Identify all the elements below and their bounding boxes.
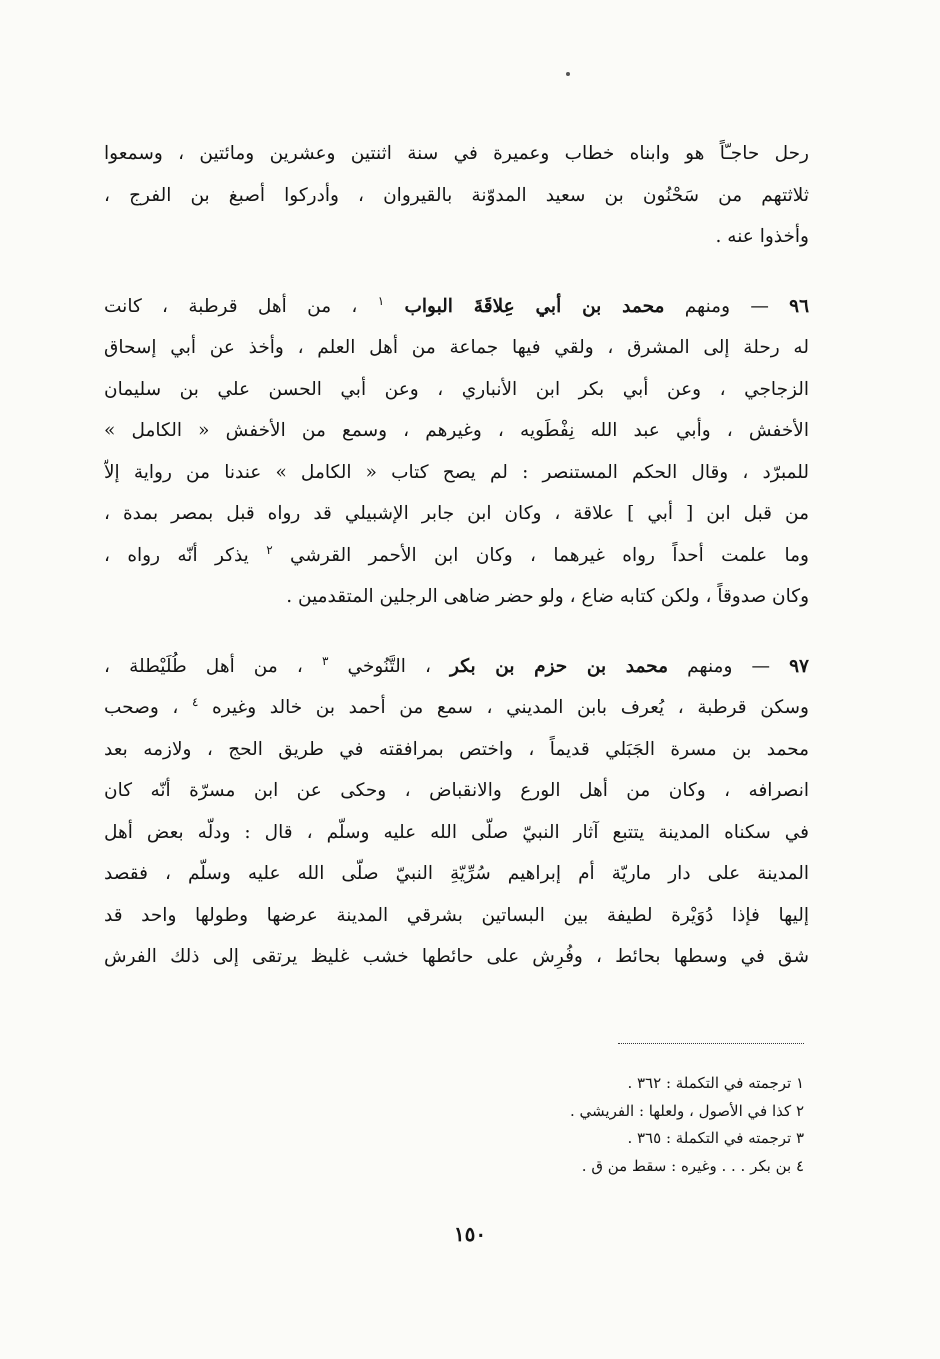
footnote: ١ ترجمته في التكملة : ٣٦٢ .: [627, 1074, 804, 1092]
footnote: ٢ كذا في الأصول ، ولعلها : الفريشي .: [570, 1101, 804, 1120]
entry-97-number: ٩٧: [789, 655, 809, 677]
text-segment: ، وصحب: [104, 697, 179, 718]
footnote: ٣ ترجمته في التكملة : ٣٦٥ .: [627, 1129, 804, 1147]
page-number: ١٥٠: [453, 1222, 487, 1246]
text-line: محمد بن مسرة الجَبَلي قديماً ، واختص بمرافقته في طريق الحج ، ولازمه بعد: [104, 738, 809, 760]
text-segment: يذكر أنّه رواه ،: [104, 544, 249, 566]
footnote-ref: ٢: [266, 542, 273, 557]
text-line: رحل حاجـّاً هو وابناه خطاب وعميرة في سنة اثنتين وعشرين ومائتين ، وسمعوا: [104, 143, 809, 164]
entry-96-name: محمد بن أبي عِلاقَةَ البواب: [404, 295, 665, 317]
text-line: في سكناه المدينة يتتبع آثار النبيّ صلّى الله عليه وسلّم ، قال : ودلّه بعض أهل: [104, 821, 809, 843]
text-line: الأخفش ، وأبي عبد الله نِفْطَويه ، وغيرهم ، وسمع من الأخفش « الكامل »: [104, 420, 809, 441]
text-line: وأخذوا عنه .: [715, 226, 809, 247]
text-line: انصرافه ، وكان من أهل الورع والانقباض ، وحكى عن ابن مسرّة أنّه كان: [104, 780, 809, 801]
text-line: من قبل ابن [ أبي ] علاقة ، وكان ابن جابر الإشبيلي قد رواه قبل بمصر بمدة ،: [104, 503, 809, 524]
text-line: ثلاثتهم من سَحْنُون بن سعيد المدوّنة بالقيروان ، وأدركوا أصبغ بن الفرج ،: [104, 184, 809, 206]
text-line: وكان صدوقاً ، ولكن كتابه ضاع ، ولو حضر ضاهى الرجلين المتقدمين .: [286, 586, 809, 607]
text-segment: وسكن قرطبة ، يُعرف بابن المديني ، سمع من أحمد بن خالد وغيره: [212, 697, 809, 718]
text-line: الزجاجي ، وعن أبي بكر ابن الأنباري ، وعن أبي الحسن علي بن سليمان: [104, 378, 809, 400]
entry-96-first-line-rest: ، من أهل قرطبة ، كانت: [104, 295, 358, 317]
entry-96-first-line: [104, 286, 809, 328]
scan-mark: [566, 72, 570, 76]
entry-lead: ومنهم: [684, 295, 731, 317]
text-line: شق في وسطها بحائط ، وفُرِش على حائطها خشب غليظ يرتقى إلى ذلك الفرش: [104, 946, 809, 967]
footnote-ref: ٣: [321, 653, 329, 668]
footnote-ref: ١: [377, 293, 385, 308]
main-text: [104, 133, 809, 978]
footnote-divider: [618, 1043, 804, 1044]
footnotes: [400, 1070, 804, 1180]
text-segment: ، التَّنُوخي: [347, 655, 431, 677]
entry-97-first-line: [104, 646, 809, 688]
entry-97-name: محمد بن حزم بن بكر: [450, 655, 669, 677]
text-line-with-ref: [104, 687, 809, 729]
text-line: المدينة على دار ماريّة أم إبراهيم سُرِّيّةِ النبيّ صلّى الله عليه وسلّم ، فقصد: [104, 863, 809, 884]
entry-dash: —: [750, 295, 769, 317]
entry-97-first-line-rest: ، من أهل طُلَيْطلة ،: [104, 655, 303, 677]
footnote: ٤ بن بكر . . . وغيره : سقط من ق .: [581, 1156, 804, 1175]
footnote-ref: ٤: [191, 694, 199, 709]
text-line: إليها فإذا دُوَيْرة لطيفة بين البساتين بشرقي المدينة عرضها وطولها واحد قد: [104, 904, 809, 926]
entry-lead: ومنهم: [687, 655, 733, 677]
text-line-with-ref: [104, 535, 809, 577]
entry-96-number: ٩٦: [789, 295, 809, 317]
text-line: للمبرّد ، وقال الحكم المستنصر : لم يصح كتاب « الكامل » عندنا من رواية إلاّ: [104, 461, 809, 483]
text-segment: وما علمت أحداً رواه غيرهما ، وكان ابن الأحمر القرشي: [290, 544, 809, 566]
text-line: له رحلة إلى المشرق ، ولقي فيها جماعة من أهل العلم ، وأخذ عن أبي إسحاق: [104, 337, 809, 358]
entry-dash: —: [751, 655, 770, 677]
